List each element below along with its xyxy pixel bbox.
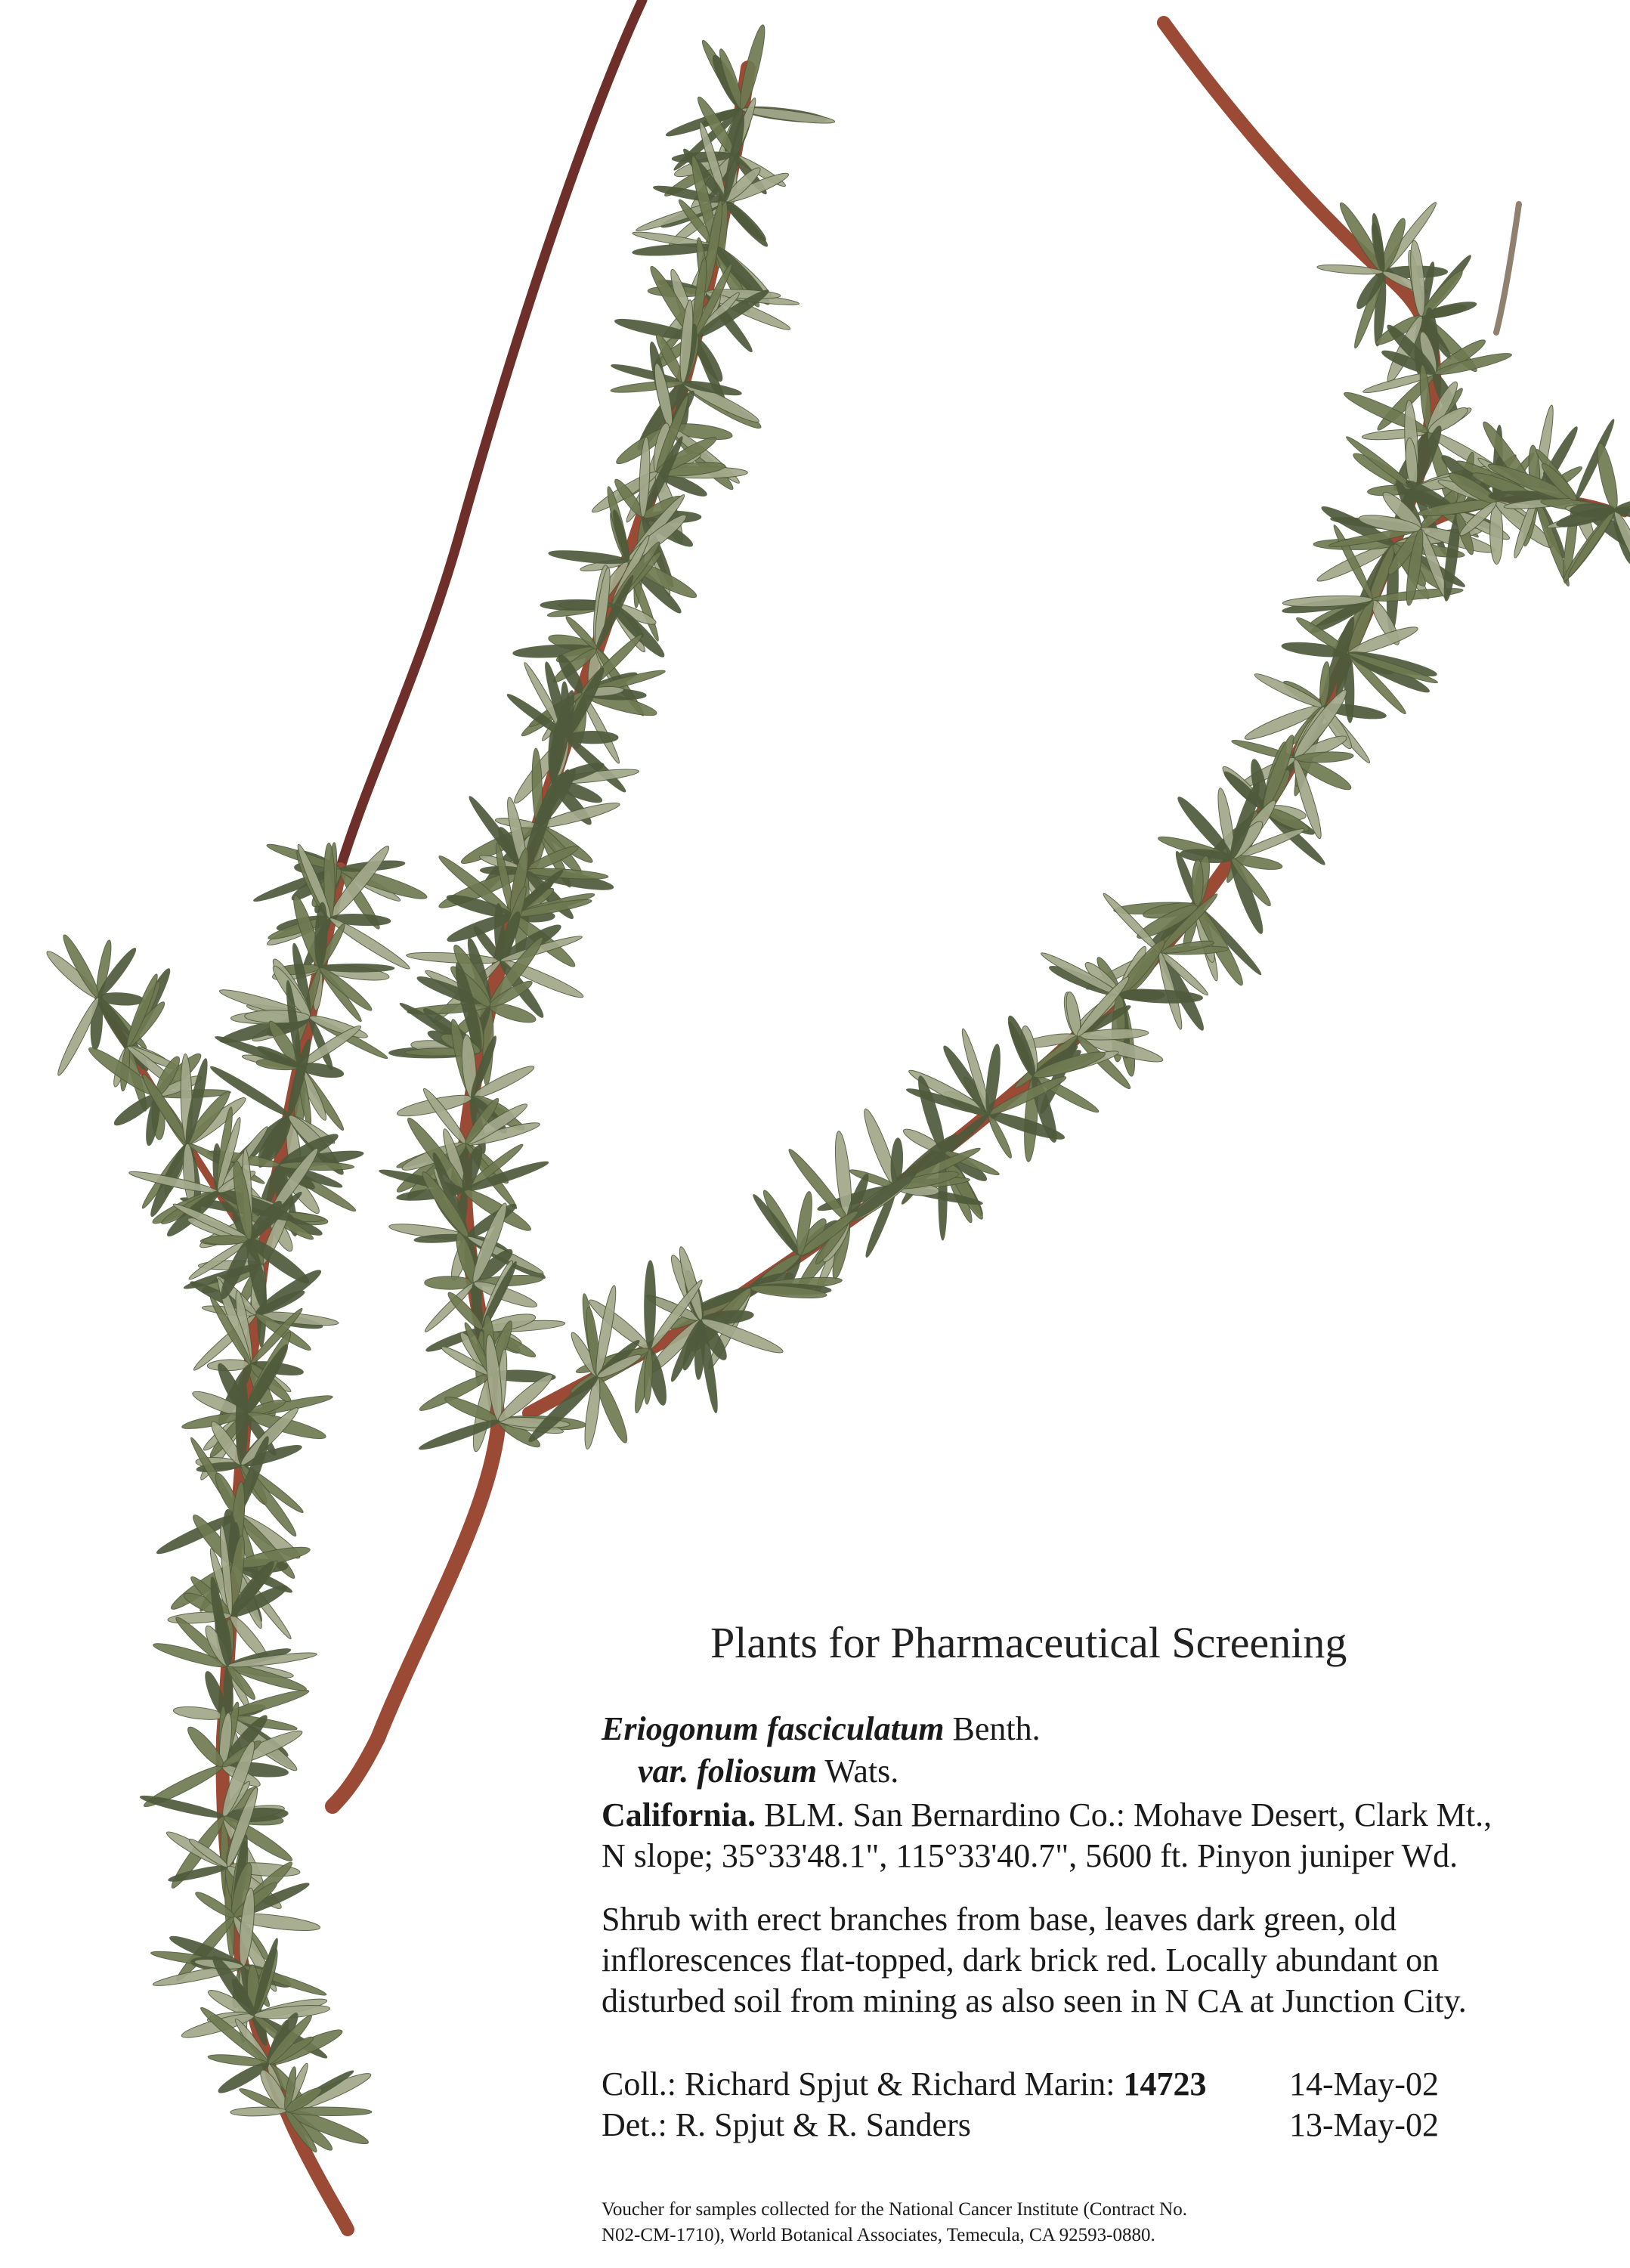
collection-number: 14723 [1123, 2065, 1207, 2102]
leaf [1594, 442, 1622, 512]
leaf [230, 2106, 286, 2116]
leaf [548, 548, 628, 566]
determination-date: 13-May-02 [1289, 2106, 1439, 2143]
label-title: Plants for Pharmaceutical Screening [710, 1618, 1347, 1667]
leaf [722, 198, 770, 249]
taxon-name [602, 1710, 1041, 1748]
state-name: California. [602, 1796, 756, 1833]
leaf [1192, 859, 1204, 906]
description-line-3: disturbed soil from mining as also seen in N CA at Junction City. [602, 1982, 1467, 2019]
leaf [750, 1192, 803, 1258]
species-name: Eriogonum fasciculatum [602, 1710, 945, 1747]
variety-epithet: foliosum [697, 1753, 818, 1790]
leaf [320, 964, 394, 972]
leaf [1253, 670, 1325, 711]
location-line-1 [602, 1796, 1492, 1834]
variety-authority: Wats. [824, 1753, 899, 1790]
variety-name [638, 1752, 899, 1790]
voucher-note-line-1: Voucher for samples collected for the National Cancer Institute (Contract No. [602, 2199, 1187, 2220]
collection-date: 14-May-02 [1289, 2065, 1439, 2102]
leaf [644, 1261, 656, 1349]
location-line-2: N slope; 35°33'48.1", 115°33'40.7", 5600 ft. Pinyon juniper Wd. [602, 1837, 1458, 1874]
leaf [139, 1793, 225, 1821]
collector-line [602, 2065, 1207, 2103]
leaf [1570, 503, 1615, 517]
description-line-1: Shrub with erect branches from base, leaves dark green, old [602, 1901, 1396, 1938]
leaf [406, 951, 500, 966]
collector-names: Coll.: Richard Spjut & Richard Marin: [602, 2065, 1115, 2102]
description-line-2: inflorescences flat-topped, dark brick red. Locally abundant on [602, 1942, 1440, 1979]
leaf [1119, 989, 1165, 1001]
leaf [168, 1863, 229, 1884]
voucher-note-line-2: N02-CM-1710), World Botanical Associates, Temecula, CA 92593-0880. [602, 2225, 1155, 2245]
species-authority: Benth. [952, 1710, 1041, 1747]
leaf-clusters [43, 23, 1630, 2155]
location-detail: BLM. San Bernardino Co.: Mohave Desert, Clark Mt., [764, 1796, 1492, 1833]
determiner-line: Det.: R. Spjut & R. Sanders [602, 2106, 971, 2143]
variety-prefix: var. [638, 1753, 689, 1790]
